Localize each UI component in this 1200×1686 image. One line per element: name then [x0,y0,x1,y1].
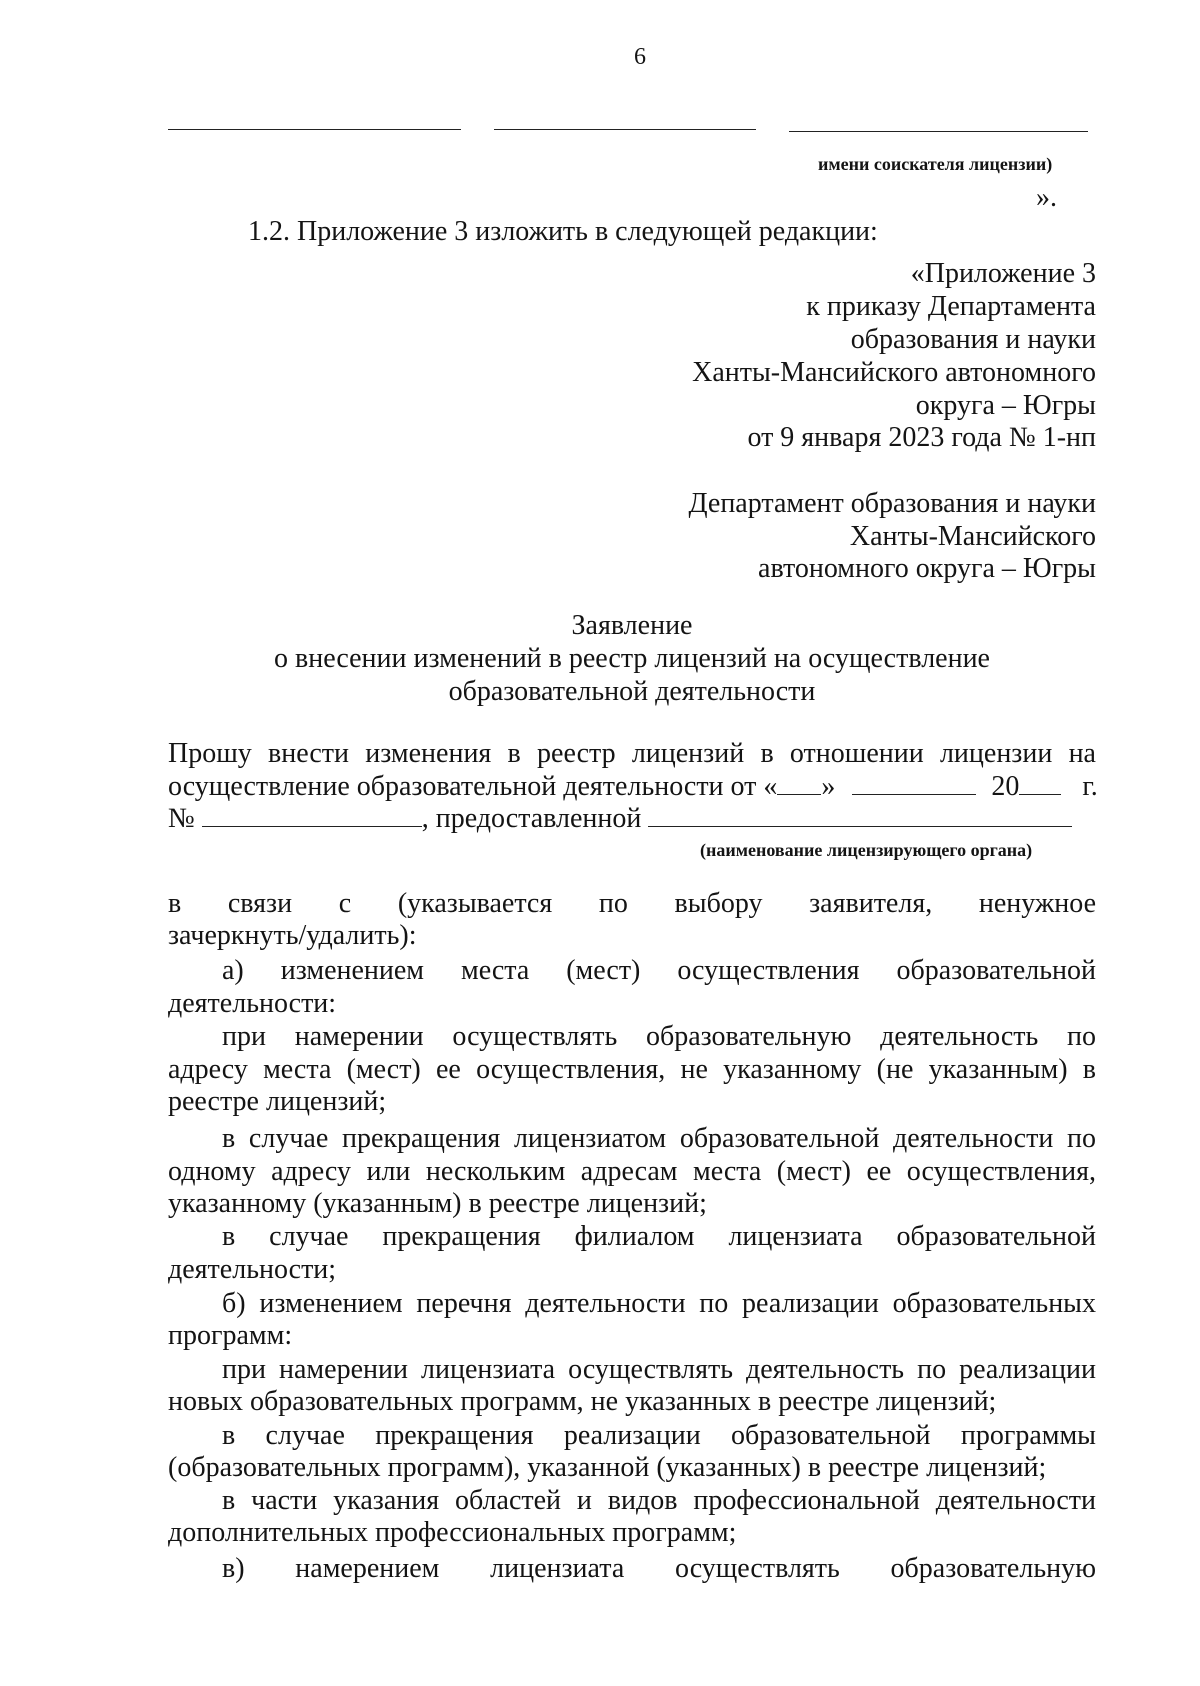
year-blank[interactable] [1019,772,1061,795]
signature-rule-1 [168,129,461,130]
request-line-1: Прошу внести изменения в реестр лицензий в отношении лицензии на [168,738,1096,769]
body-line: в случае прекращения реализации образовательной программы [222,1420,1096,1451]
body-line: реестре лицензий; [168,1086,387,1117]
body-line: в связи с (указывается по выбору заявителя, ненужное [168,888,1096,919]
license-number-blank[interactable] [202,804,422,827]
statement-subtitle-2: образовательной деятельности [448,676,816,707]
request-line-3 [168,803,1096,835]
month-blank[interactable] [852,772,976,795]
licensing-authority-caption: (наименование лицензирующего органа) [700,840,1033,860]
statement-subtitle-1: о внесении изменений в реестр лицензий на осуществление [274,643,990,674]
appendix-line-3: образования и науки [850,324,1096,355]
year-suffix: г. [1082,771,1098,802]
header-note: имени соискателя лицензии) [818,154,1053,174]
page-number: 6 [634,44,646,70]
body-line: при намерении лицензиата осуществлять деятельность по реализации [222,1354,1096,1385]
body-line: деятельности: [168,988,337,1019]
request-line-2 [168,771,1096,803]
body-line: дополнительных профессиональных программ; [168,1517,737,1548]
body-line: адресу места (мест) ее осуществления, не указанному (не указанным) в [168,1054,1096,1085]
appendix-line-6: от 9 января 2023 года № 1-нп [747,422,1096,453]
number-sign: № [168,803,195,834]
appendix-line-1: «Приложение 3 [910,258,1096,289]
year-prefix: 20 [991,771,1020,802]
body-line: при намерении осуществлять образовательную деятельность по [222,1021,1096,1052]
body-line: в случае прекращения лицензиатом образовательной деятельности по [222,1123,1096,1154]
body-line: в) намерением лицензиата осуществлять образовательную [222,1553,1096,1584]
body-line: программ: [168,1320,293,1351]
addressee-line-2: Ханты-Мансийского [849,521,1096,552]
signature-rule-2 [494,129,756,130]
section-heading: 1.2. Приложение 3 изложить в следующей редакции: [248,216,878,247]
appendix-line-2: к приказу Департамента [806,291,1096,322]
body-line: новых образовательных программ, не указанных в реестре лицензий; [168,1386,997,1417]
appendix-line-5: округа – Югры [915,390,1096,421]
request-line-2-text: осуществление образовательной деятельности от « [168,771,778,802]
day-blank[interactable] [777,772,821,795]
granted-by-label: , предоставленной [421,803,642,834]
body-line: указанному (указанным) в реестре лицензий; [168,1188,707,1219]
statement-title: Заявление [571,610,693,641]
body-line: в случае прекращения филиалом лицензиата образовательной [222,1221,1096,1252]
licensing-authority-blank[interactable] [648,804,1072,827]
addressee-line-1: Департамент образования и науки [688,488,1096,519]
body-line: деятельности; [168,1254,337,1285]
addressee-line-3: автономного округа – Югры [758,553,1096,584]
signature-rule-3 [789,131,1088,132]
body-line: одному адресу или нескольким адресам места (мест) ее осуществления, [168,1156,1096,1187]
appendix-line-4: Ханты-Мансийского автономного [692,357,1096,388]
body-line: а) изменением места (мест) осуществления образовательной [222,955,1096,986]
closing-quote: ». [1036,182,1057,213]
body-line: (образовательных программ), указанной (указанных) в реестре лицензий; [168,1452,1047,1483]
body-line: в части указания областей и видов профессиональной деятельности [222,1485,1096,1516]
body-line: б) изменением перечня деятельности по реализации образовательных [222,1288,1096,1319]
request-line-2-mid: » [821,771,836,802]
body-line: зачеркнуть/удалить): [168,920,417,951]
